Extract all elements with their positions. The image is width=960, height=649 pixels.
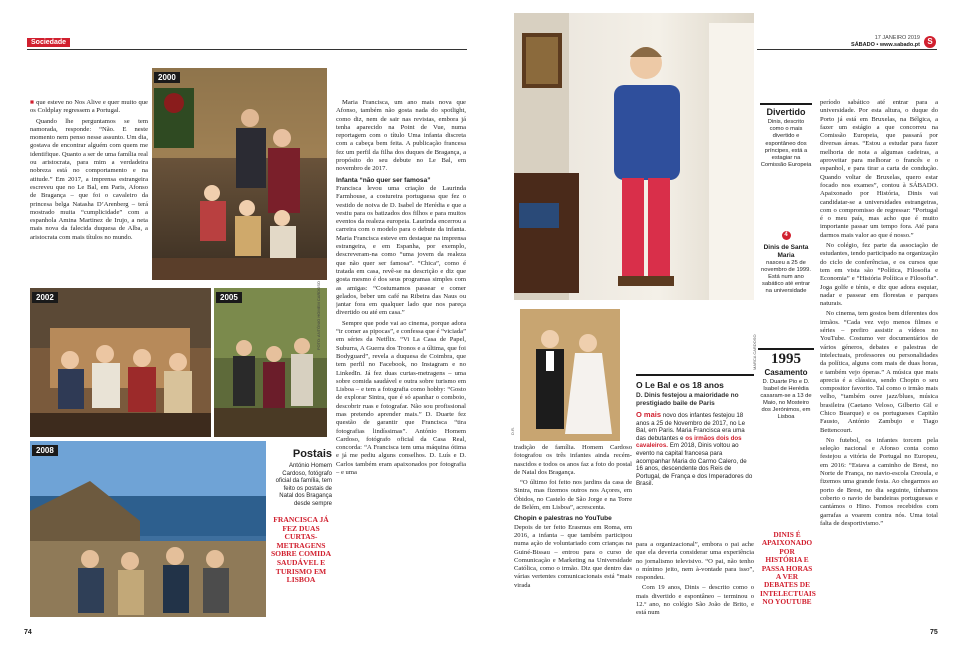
date-line: 17 JANEIRO 2019	[874, 35, 920, 41]
le-bal-highlight-1: O mais	[636, 410, 662, 419]
page-number-left: 74	[24, 629, 32, 636]
postais-title: Postais	[292, 448, 332, 460]
dinis-number: 4	[782, 231, 791, 240]
casamento-title: Casamento	[764, 368, 808, 377]
brand-line: SÁBADO • www.sabado.pt	[851, 42, 920, 48]
bullet-icon: ■	[30, 99, 35, 106]
casamento-year: 1995	[771, 351, 801, 367]
photo-credit-vertical: FOTO: ANTÓNIO HOMEM CARDOSO	[316, 280, 321, 350]
divertido-sidebar	[760, 103, 812, 169]
postais-quote: FRANCISCA JÁ FEZ DUAS CURTAS-METRAGENS SOBRE COMIDA SAUDÁVEL E TURISMO EM LISBOA	[270, 515, 332, 585]
right-column-mid-2	[636, 541, 754, 629]
le-bal-subtitle: D. Dinis festejou a maioridade no prestigiado baile de Paris	[636, 392, 739, 407]
header-rule-left	[27, 49, 467, 50]
family-photo-2008-illustration	[30, 441, 266, 617]
photo-credit-small: D.R.	[510, 427, 515, 435]
le-bal-highlight-2: os irmãos dois dos cavaleiros.	[636, 434, 742, 450]
colright-paragraph-1: período sabático até entrar para a universidade. Por esta altura, o duque do Porto já está em Bruxelas, na Bélgica, a fazer um estágio a que concorreu na Comissão Europeia, que passará por diversas áreas. “Estou a estudar para fazer melhoria de nota a algumas cadeiras, a aproveitar para melhorar o francês e o espanhol, e para tirar a carta de condução. Quando voltar de Bruxelas, quero estar focado nos exames”, contou à SÁBADO. Apaixonado por História, Dinis vai candidatar-se a universidades estrangeiras, com o compromisso de regressar: “Portugal é o meu país, mas acho que é muito importante passar um tempo fora. Até para darmos mais valor ao que é nosso.”	[820, 99, 938, 239]
header-rule-right	[757, 49, 937, 50]
divertido-title: Divertido	[766, 107, 806, 117]
colmid2-paragraph-2: Com 19 anos, Dinis – descrito como o mais divertido e espontâneo – terminou o 12.º ano, no colégio São João de Brito, e está num	[636, 584, 754, 617]
le-bal-box	[636, 374, 754, 488]
le-bal-title: O Le Bal e os 18 anos	[636, 380, 724, 390]
family-photo-2005	[214, 288, 327, 437]
dinis-portrait-illustration	[514, 13, 754, 300]
brand-logo: S	[924, 36, 936, 48]
left-column-1	[30, 99, 148, 279]
col3-paragraph-1: Maria Francisca, um ano mais nova que Afonso, também não gosta nada do spotlight, como diz, nem de sair nas revistas, embora já tenha aparecido na Point de Vue, numa reportagem com o título Uma infanta discreta com a cabeça bem feita. A publicação francesa fez um perfil da filha dos duques de Bragança, a propósito do seu debute no Le Bal, em novembro de 2017.	[336, 99, 466, 173]
dinis-text: nasceu a 25 de novembro de 1999. Está num ano sabático até entrar na universidade	[761, 260, 811, 294]
le-bal-body	[636, 411, 754, 488]
col3-paragraph-3: Sempre que pode vai ao cinema, porque adora “ir comer as pipocas”, e confessa que é “viciada” em séries da Netflix. “Vi La Casa de Papel, Suburra, A Guerra dos Tronos e a última, que foi Bodyguard”, revela a duquesa de Coimbra, que tem perfil no Facebook, no Instagram e no LinkedIn. Já fez duas curtas-metragens – uma sobre comida saudável e outra sobre turismo em Lisboa – e tem a fotografia como hobby: “Gosto de explorar Sintra, que é só apanhar o comboio, descobrir ruas e fotografar. Não sou profissional mas pretendo aprender mais.” D. Duarte fez questão de garantir que Francisca “tira fotografias lindíssimas”. António Homem Cardoso, fotógrafo oficial da Casa Real, concorda: “A Francisca tem uma máquina ótima e já me pediu alguns conselhos. D. Luís e D. Carlos também eram apaixonados por fotografia – e uma	[336, 319, 466, 477]
year-label-2005: 2005	[216, 292, 242, 303]
dinis-box	[758, 231, 814, 295]
le-bal-text-2: Em 2018, Dinis voltou ao evento na capital francesa para acompanhar Maria do Carmo Calero, de 16 anos, descendente dos Reis de Portugal, de França e dos Imperadores do Brasil.	[636, 442, 753, 488]
section-tag: Sociedade	[27, 38, 70, 47]
colmid-paragraph-2: “O último foi feito nos jardins da casa de Sintra, mas fizemos outros nos Açores, em Óbidos, no Castelo de São Jorge e na Torre de Belém, em Lisboa”, acrescenta.	[514, 479, 632, 512]
casamento-top-rule	[758, 348, 814, 350]
family-photo-2000	[152, 68, 327, 280]
le-bal-photo	[520, 309, 620, 441]
dinis-name: Dinis de Santa Maria	[763, 244, 809, 259]
family-photo-2000-illustration	[152, 68, 327, 280]
right-column-mid-1	[514, 444, 632, 628]
colright-paragraph-3: No cinema, tem gostos bem diferentes dos irmãos. “Cada vez vejo menos filmes e séries – prefiro assistir a vídeos no YouTube. Costumo ver documentários de vários géneros, debates e palestras de intelectuais, professores ou personalidades da política, alguns com mais de duas horas, e também vejo óperas.” A música que mais aprecia é a clássica, sendo Chopin o seu compositor favorito. Tal como o irmão mais velho, “também ouve jazz/blues, música brasileira (Caetano Veloso, Gilberto Gil e Chico Buarque) e os portugueses Capitão Fausto, António Zambujo e Tiago Bettencourt.	[820, 310, 938, 434]
dinis-quote: DINIS É APAIXONADO POR HISTÓRIA E PASSA HORAS A VER DEBATES DE INTELECTUAIS NO YOUTUBE	[760, 530, 816, 607]
postais-text: António Homem Cardoso, fotógrafo oficial da família, tem feito os postais de Natal dos Bragança desde sempre	[275, 463, 332, 507]
family-photo-2005-illustration	[214, 288, 327, 437]
year-label-2002: 2002	[32, 292, 58, 303]
colmid2-paragraph-1: para a organizacional”, embora o pai ache que ela deveria considerar uma experiência no jornalismo televisivo. “O pai, não tenho o mínimo jeito, nem à-vontade para isso”, respondeu.	[636, 541, 754, 582]
colright-paragraph-2: No colégio, fez parte da associação de estudantes, tendo participado na organização do ciclo de conferências, e os cursos que tem em vista são “Política, Filosofia e Economia” e “História Política e Filosofia”. Joga golfe e ténis, e diz que adora esquiar, nadar e passear em florestas e parques naturais.	[820, 242, 938, 308]
casamento-box	[758, 348, 814, 421]
divertido-text: Dinis, descrito como o mais divertido e espontâneo dos príncipes, está a estagiar na Comissão Europeia	[760, 119, 812, 169]
col1-paragraph: Quando lhe perguntamos se tem namorada, responde: “Não. E neste momento nem penso nesse assunto. Um dia, gostava de encontrar alguém com quem me identifique. Quanto a ser de uma família real ou aristocrata, para mim a verdadeira nobreza está no comportamento e na atitude.” Em 2017, a imprensa estrangeira escreveu que no Le Bal, em Paris, Afonso de Bragança – que foi o cavaleiro da princesa belga Natasha D’Arenberg – terá mostrado muita “cumplicidade” com a espanhola Amina Martinez de Irujo, a neta mais nova da falecida duquesa de Alba, a aristocrata com mais títulos no mundo.	[30, 117, 148, 241]
year-label-2000: 2000	[154, 72, 180, 83]
year-label-2008: 2008	[32, 445, 58, 456]
family-photo-2002-illustration	[30, 288, 211, 437]
dinis-portrait-photo	[514, 13, 754, 300]
le-bal-top-rule	[636, 374, 754, 376]
col3-paragraph-2: Francisca levou uma criação de Laurinda Farmhouse, a costureira portuguesa que fez o vestido de noiva de D. Isabel de Herédia e que a vestiu para os batizados dos filhos e para muitos eventos da realeza europeia. Laurinda encerrou a carreira com o modelo para o debute da infanta. Maria Francisca esteve em destaque na imprensa estrangeira, e em Espanha, por exemplo, descreveram-na como “uma jovem da realeza que não quer ser famosa”. “Chica”, como é tratada em casa, revê-se na descrição e diz que gosta mesmo é dos seus programas simples com as amigas: “Costumamos passear e comer gelados, beber um café na Ribeira das Naus ou jantar fora em qualquer lado que nos pareça divertido ou até em casa.”	[336, 184, 466, 317]
colmid-paragraph-1: tradição de família. Homem Cardoso fotografou os três infantes ainda recém-nascidos e todos os anos faz a foto do postal de Natal dos Bragança.	[514, 444, 632, 476]
col1-lead: que esteve no Nos Alive e quer muito que os Coldplay regressem a Portugal.	[30, 99, 148, 115]
le-bal-text-1: novo dos infantes festejou 18 anos a 25 de Novembro de 2017, no Le Bal, em Paris. Maria Francisca era uma das debutantes e	[636, 412, 746, 442]
divertido-top-rule	[760, 103, 812, 105]
le-bal-illustration	[520, 309, 620, 441]
casamento-text: D. Duarte Pio e D. Isabel de Herédia casaram-se a 13 de Maio, no Mosteiro dos Jerónimos, em Lisboa	[760, 379, 812, 420]
left-column-3	[336, 99, 466, 619]
family-photo-2002	[30, 288, 211, 437]
col3-subheading: Infanta “não quer ser famosa”	[336, 176, 431, 184]
colmid-paragraph-3: Depois de ter feito Erasmus em Roma, em 2016, a infanta – que também participou numa ação de voluntariado com crianças na Guiné-Bissau – entrou para o curso de Comunicação e Marketing na Universidade Católica, como o irmão. Diz que dentro das várias vertentes comunicacionais está “mais virada	[514, 523, 632, 589]
colright-paragraph-4: No futebol, os infantes torcem pela seleção nacional e Afonso conta como festejou a vitória de Portugal no Europeu, em 2016: “Estava a caminho de Brest, no Norte de França, no navio-escola Creoula, e fizemos uma grande festa. Ao chegarmos ao porto de Brest, no dia seguinte, tínhamos coberto o navio de bandeiras portuguesas e cantámos o Hino. Fomos recebidos com garrafas a voarem contra nós. Uma total falta de desportivismo.”	[820, 436, 938, 527]
colmid-subheading: Chopin e palestras no YouTube	[514, 515, 612, 523]
family-photo-2008	[30, 441, 266, 617]
postais-sidebar	[270, 448, 332, 585]
right-column-main	[820, 99, 938, 624]
photo-credit-vertical-right: MARCA CARDOSO	[752, 334, 757, 370]
page-number-right: 75	[930, 629, 938, 636]
